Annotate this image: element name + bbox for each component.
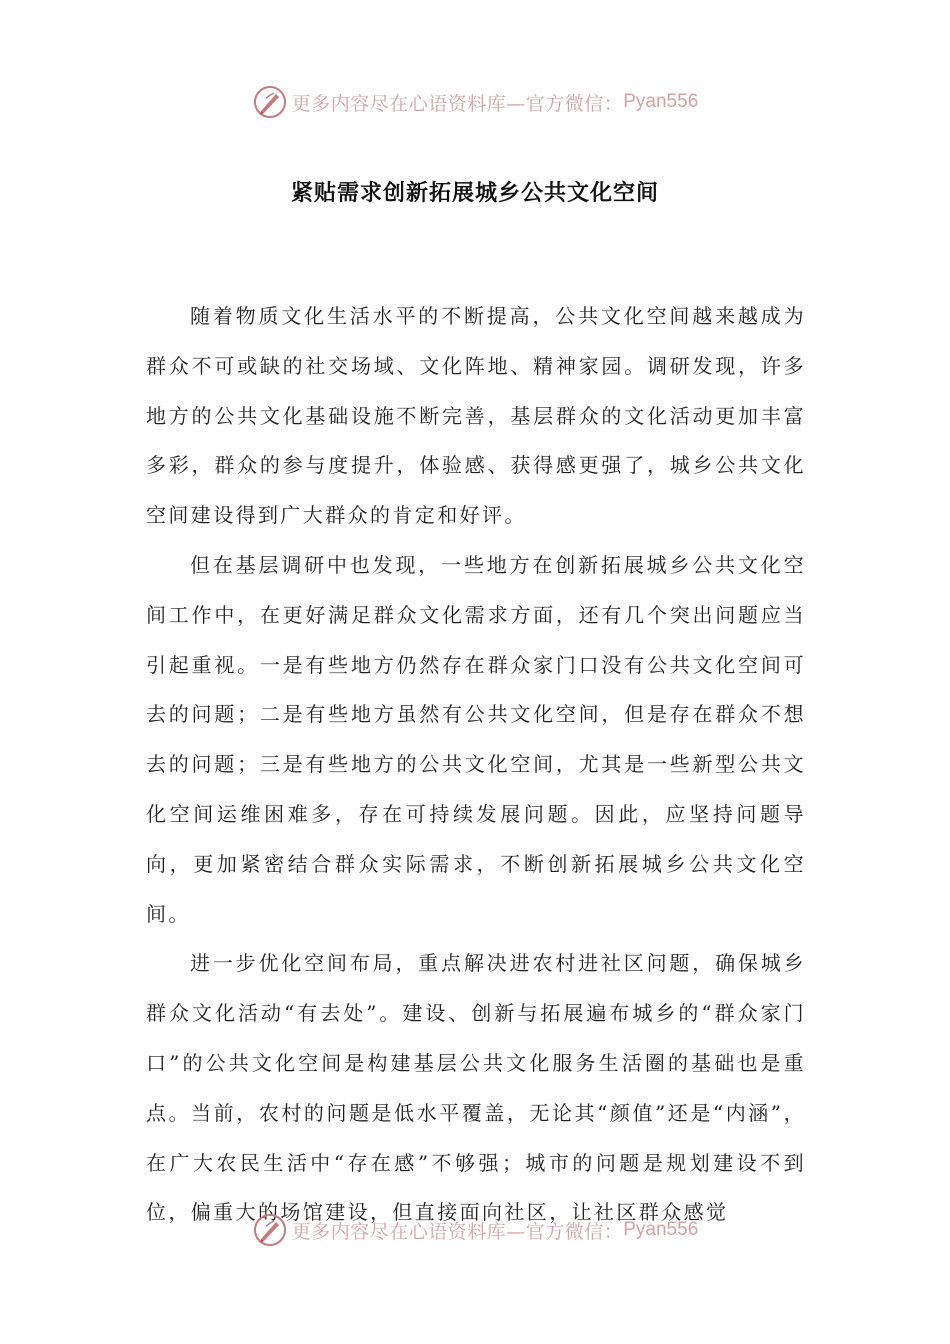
document-body <box>146 292 806 1238</box>
document-title: 紧贴需求创新拓展城乡公共文化空间 <box>290 181 659 206</box>
watermark-text: 更多内容尽在心语资料库—官方微信： <box>291 1220 624 1243</box>
watermark-text: 更多内容尽在心语资料库—官方微信： <box>291 92 624 115</box>
pen-logo-icon <box>252 84 288 120</box>
paragraph: 随着物质文化生活水平的不断提高，公共文化空间越来越成为群众不可或缺的社交场域、文化阵地、精神家园。调研发现，许多地方的公共文化基础设施不断完善，基层群众的文化活动更加丰富多彩，群众的参与度提升，体验感、获得感更强了，城乡公共文化空间建设得到广大群众的肯定和好评。 <box>146 304 806 528</box>
watermark-wechat-id: Pyan556 <box>623 1219 699 1240</box>
paragraph: 但在基层调研中也发现，一些地方在创新拓展城乡公共文化空间工作中，在更好满足群众文化需求方面，还有几个突出问题应当引起重视。一是有些地方仍然存在群众家门口没有公共文化空间可去的问题；二是有些地方虽然有公共文化空间，但是存在群众不想去的问题；三是有些地方的公共文化空间，尤其是一些新型公共文化空间运维困难多，存在可持续发展问题。因此，应坚持问题导向，更加紧密结合群众实际需求，不断创新拓展城乡公共文化空间。 <box>146 552 806 926</box>
paragraph: 进一步优化空间布局，重点解决进农村进社区问题，确保城乡群众文化活动“有去处”。建设、创新与拓展遍布城乡的“群众家门口”的公共文化空间是构建基层公共文化服务生活圈的基础也是重点。当前，农村的问题是低水平覆盖，无论其“颜值”还是“内涵”，在广大农民生活中“存在感”不够强；城市的问题是规划建设不到位，偏重大的场馆建设，但直接面向社区，让社区群众感觉 <box>146 951 806 1225</box>
pen-logo-icon <box>252 1212 288 1248</box>
watermark-wechat-id: Pyan556 <box>623 91 699 112</box>
footer-watermark <box>0 1210 950 1250</box>
header-watermark <box>0 82 950 122</box>
